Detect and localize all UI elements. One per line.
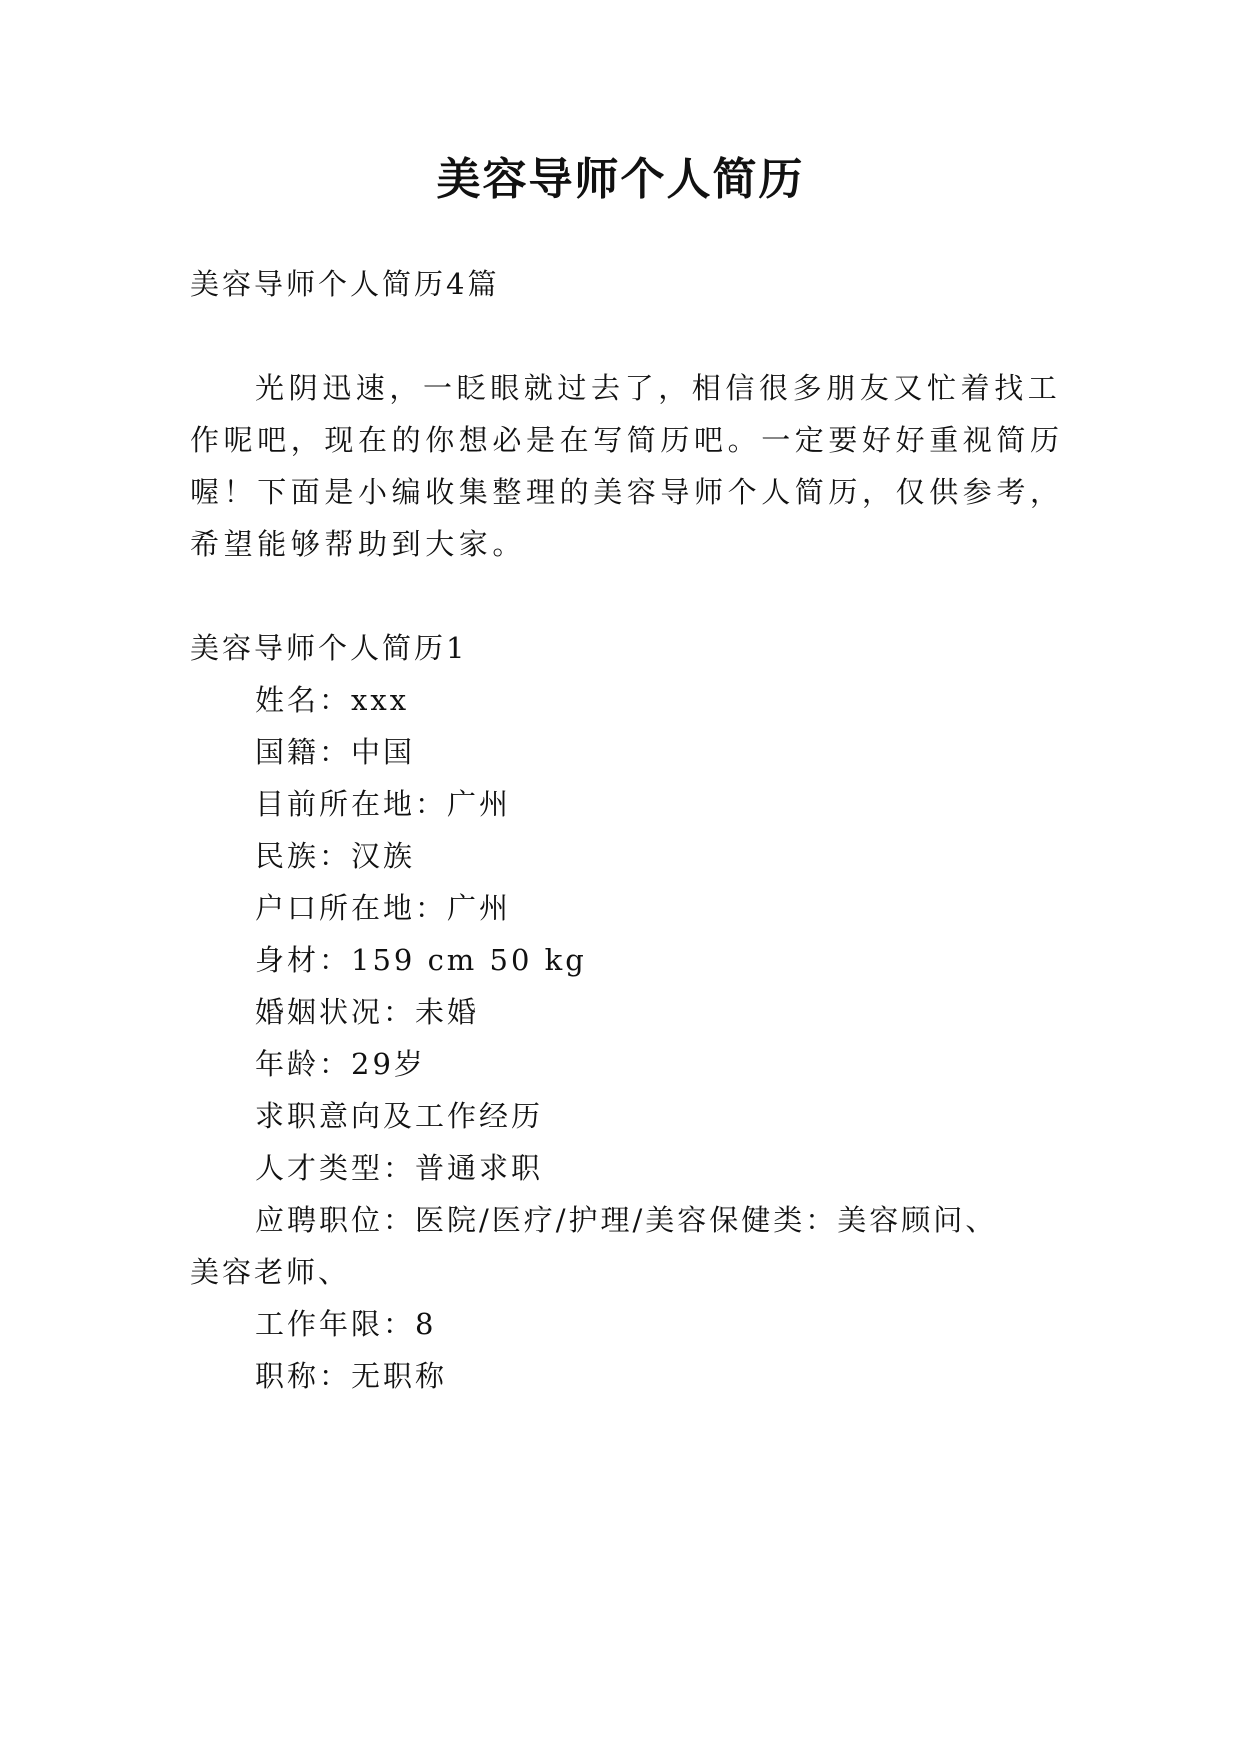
field-nationality: 国籍：中国 — [255, 735, 416, 769]
field-job-intent-heading: 求职意向及工作经历 — [255, 1099, 544, 1133]
field-marital-status: 婚姻状况：未婚 — [255, 995, 480, 1029]
intro-line-4: 希望能够帮助到大家。 — [190, 527, 527, 561]
field-name: 姓名：xxx — [255, 683, 410, 717]
field-age: 年龄：29岁 — [255, 1047, 426, 1081]
intro-line-2: 作呢吧，现在的你想必是在写简历吧。一定要好好重视简历 — [190, 423, 1064, 457]
field-professional-title: 职称：无职称 — [255, 1359, 448, 1393]
intro-line-3: 喔！下面是小编收集整理的美容导师个人简历，仅供参考， — [190, 475, 1064, 509]
field-hukou-location: 户口所在地：广州 — [255, 891, 512, 925]
field-talent-type: 人才类型：普通求职 — [255, 1151, 544, 1185]
section-heading: 美容导师个人简历1 — [190, 631, 468, 665]
document-title: 美容导师个人简历 — [436, 154, 805, 205]
field-position-applied-continued: 美容老师、 — [190, 1255, 351, 1289]
field-position-applied: 应聘职位：医院/医疗/护理/美容保健类：美容顾问、 — [255, 1203, 998, 1237]
field-ethnicity: 民族：汉族 — [255, 839, 416, 873]
intro-line-1: 光阴迅速，一眨眼就过去了，相信很多朋友又忙着找工 — [255, 371, 1062, 405]
document-subtitle: 美容导师个人简历4篇 — [190, 267, 500, 301]
field-current-location: 目前所在地：广州 — [255, 787, 512, 821]
field-work-years: 工作年限：8 — [255, 1307, 437, 1341]
field-body: 身材：159 cm 50 kg — [255, 943, 587, 977]
